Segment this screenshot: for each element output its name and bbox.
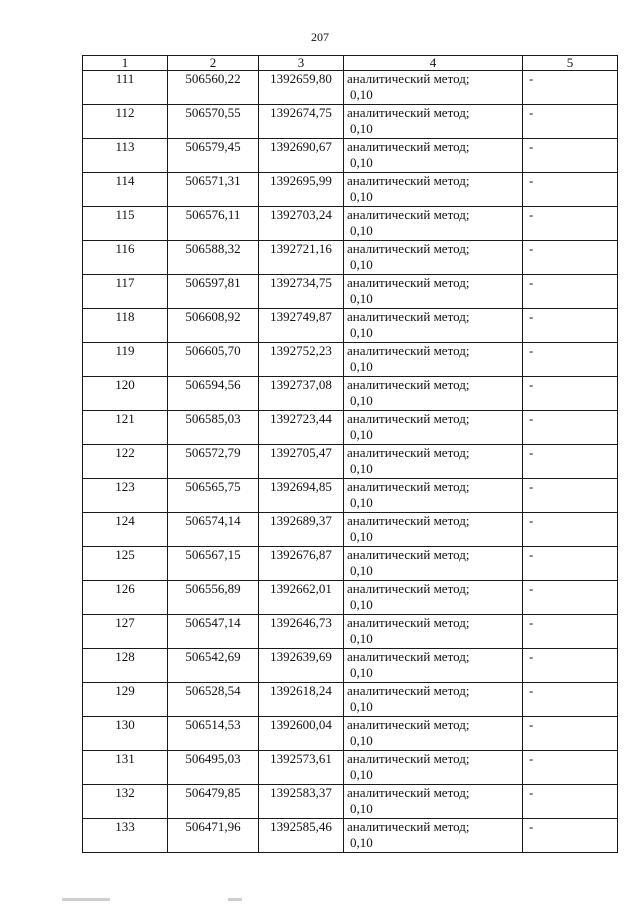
y-coordinate-cell: 1392749,87 (259, 309, 344, 343)
method-cell (344, 377, 523, 411)
table-row (83, 547, 618, 581)
point-number-cell: 111 (83, 71, 168, 105)
note-cell: - (523, 649, 618, 683)
x-coordinate-cell: 506571,31 (168, 173, 259, 207)
point-number-cell: 127 (83, 615, 168, 649)
column-header-3: 3 (259, 56, 344, 71)
method-cell (344, 241, 523, 275)
precision-text: 0,10 (350, 699, 373, 714)
x-coordinate-cell: 506556,89 (168, 581, 259, 615)
y-coordinate-cell: 1392585,46 (259, 819, 344, 853)
table-row (83, 513, 618, 547)
precision-text: 0,10 (350, 563, 373, 578)
point-number-cell: 122 (83, 445, 168, 479)
point-number-cell: 123 (83, 479, 168, 513)
footer-mark-left (62, 898, 110, 901)
method-cell (344, 275, 523, 309)
point-number-cell: 130 (83, 717, 168, 751)
table-row (83, 615, 618, 649)
note-cell: - (523, 445, 618, 479)
note-cell: - (523, 581, 618, 615)
table-row (83, 581, 618, 615)
method-cell (344, 105, 523, 139)
x-coordinate-cell: 506594,56 (168, 377, 259, 411)
x-coordinate-cell: 506495,03 (168, 751, 259, 785)
x-coordinate-cell: 506572,79 (168, 445, 259, 479)
point-number-cell: 128 (83, 649, 168, 683)
precision-text: 0,10 (350, 189, 373, 204)
table-row (83, 207, 618, 241)
method-text: аналитический метод; (347, 683, 470, 698)
column-header-4: 4 (344, 56, 523, 71)
y-coordinate-cell: 1392734,75 (259, 275, 344, 309)
note-cell: - (523, 615, 618, 649)
precision-text: 0,10 (350, 835, 373, 850)
x-coordinate-cell: 506560,22 (168, 71, 259, 105)
method-cell (344, 479, 523, 513)
note-cell: - (523, 173, 618, 207)
note-cell: - (523, 513, 618, 547)
coordinates-table (82, 55, 618, 853)
x-coordinate-cell: 506471,96 (168, 819, 259, 853)
method-text: аналитический метод; (347, 309, 470, 324)
y-coordinate-cell: 1392583,37 (259, 785, 344, 819)
method-cell (344, 581, 523, 615)
point-number-cell: 114 (83, 173, 168, 207)
method-text: аналитический метод; (347, 751, 470, 766)
precision-text: 0,10 (350, 495, 373, 510)
table-row (83, 377, 618, 411)
method-cell (344, 649, 523, 683)
table-row (83, 785, 618, 819)
method-text: аналитический метод; (347, 241, 470, 256)
y-coordinate-cell: 1392737,08 (259, 377, 344, 411)
x-coordinate-cell: 506567,15 (168, 547, 259, 581)
point-number-cell: 120 (83, 377, 168, 411)
precision-text: 0,10 (350, 223, 373, 238)
x-coordinate-cell: 506608,92 (168, 309, 259, 343)
method-text: аналитический метод; (347, 581, 470, 596)
point-number-cell: 132 (83, 785, 168, 819)
point-number-cell: 113 (83, 139, 168, 173)
method-cell (344, 683, 523, 717)
column-header-2: 2 (168, 56, 259, 71)
method-cell (344, 751, 523, 785)
method-text: аналитический метод; (347, 819, 470, 834)
method-text: аналитический метод; (347, 377, 470, 392)
table-row (83, 751, 618, 785)
method-cell (344, 445, 523, 479)
method-cell (344, 309, 523, 343)
precision-text: 0,10 (350, 87, 373, 102)
note-cell: - (523, 309, 618, 343)
point-number-cell: 116 (83, 241, 168, 275)
method-cell (344, 717, 523, 751)
table-row (83, 683, 618, 717)
method-cell (344, 139, 523, 173)
point-number-cell: 124 (83, 513, 168, 547)
note-cell: - (523, 547, 618, 581)
table-row (83, 819, 618, 853)
point-number-cell: 112 (83, 105, 168, 139)
note-cell: - (523, 275, 618, 309)
x-coordinate-cell: 506479,85 (168, 785, 259, 819)
table-row (83, 105, 618, 139)
x-coordinate-cell: 506574,14 (168, 513, 259, 547)
point-number-cell: 118 (83, 309, 168, 343)
column-header-5: 5 (523, 56, 618, 71)
y-coordinate-cell: 1392662,01 (259, 581, 344, 615)
precision-text: 0,10 (350, 733, 373, 748)
point-number-cell: 125 (83, 547, 168, 581)
note-cell: - (523, 241, 618, 275)
y-coordinate-cell: 1392618,24 (259, 683, 344, 717)
precision-text: 0,10 (350, 801, 373, 816)
y-coordinate-cell: 1392676,87 (259, 547, 344, 581)
x-coordinate-cell: 506547,14 (168, 615, 259, 649)
table-header (83, 56, 618, 71)
note-cell: - (523, 71, 618, 105)
x-coordinate-cell: 506588,32 (168, 241, 259, 275)
x-coordinate-cell: 506570,55 (168, 105, 259, 139)
point-number-cell: 126 (83, 581, 168, 615)
note-cell: - (523, 717, 618, 751)
method-text: аналитический метод; (347, 343, 470, 358)
table-row (83, 445, 618, 479)
table-body (83, 71, 618, 853)
note-cell: - (523, 411, 618, 445)
x-coordinate-cell: 506565,75 (168, 479, 259, 513)
method-text: аналитический метод; (347, 479, 470, 494)
note-cell: - (523, 683, 618, 717)
method-text: аналитический метод; (347, 445, 470, 460)
y-coordinate-cell: 1392694,85 (259, 479, 344, 513)
method-cell (344, 173, 523, 207)
note-cell: - (523, 105, 618, 139)
point-number-cell: 115 (83, 207, 168, 241)
point-number-cell: 119 (83, 343, 168, 377)
table-row (83, 411, 618, 445)
y-coordinate-cell: 1392674,75 (259, 105, 344, 139)
precision-text: 0,10 (350, 597, 373, 612)
method-cell (344, 71, 523, 105)
x-coordinate-cell: 506605,70 (168, 343, 259, 377)
x-coordinate-cell: 506528,54 (168, 683, 259, 717)
precision-text: 0,10 (350, 257, 373, 272)
method-text: аналитический метод; (347, 139, 470, 154)
y-coordinate-cell: 1392703,24 (259, 207, 344, 241)
precision-text: 0,10 (350, 359, 373, 374)
table-row (83, 649, 618, 683)
header-row (83, 56, 618, 71)
precision-text: 0,10 (350, 767, 373, 782)
column-header-1: 1 (83, 56, 168, 71)
precision-text: 0,10 (350, 529, 373, 544)
precision-text: 0,10 (350, 461, 373, 476)
x-coordinate-cell: 506585,03 (168, 411, 259, 445)
method-text: аналитический метод; (347, 105, 470, 120)
note-cell: - (523, 785, 618, 819)
y-coordinate-cell: 1392600,04 (259, 717, 344, 751)
precision-text: 0,10 (350, 393, 373, 408)
point-number-cell: 129 (83, 683, 168, 717)
method-text: аналитический метод; (347, 513, 470, 528)
table-row (83, 71, 618, 105)
precision-text: 0,10 (350, 631, 373, 646)
method-text: аналитический метод; (347, 615, 470, 630)
method-cell (344, 343, 523, 377)
table-row (83, 275, 618, 309)
note-cell: - (523, 139, 618, 173)
method-text: аналитический метод; (347, 649, 470, 664)
x-coordinate-cell: 506579,45 (168, 139, 259, 173)
footer-mark-center (228, 898, 242, 901)
precision-text: 0,10 (350, 665, 373, 680)
y-coordinate-cell: 1392705,47 (259, 445, 344, 479)
note-cell: - (523, 819, 618, 853)
method-cell (344, 785, 523, 819)
method-text: аналитический метод; (347, 717, 470, 732)
y-coordinate-cell: 1392573,61 (259, 751, 344, 785)
y-coordinate-cell: 1392646,73 (259, 615, 344, 649)
method-cell (344, 819, 523, 853)
precision-text: 0,10 (350, 427, 373, 442)
table-row (83, 309, 618, 343)
table-row (83, 717, 618, 751)
point-number-cell: 133 (83, 819, 168, 853)
method-text: аналитический метод; (347, 71, 470, 86)
method-cell (344, 411, 523, 445)
y-coordinate-cell: 1392721,16 (259, 241, 344, 275)
note-cell: - (523, 479, 618, 513)
table-row (83, 343, 618, 377)
method-cell (344, 513, 523, 547)
point-number-cell: 117 (83, 275, 168, 309)
y-coordinate-cell: 1392690,67 (259, 139, 344, 173)
y-coordinate-cell: 1392659,80 (259, 71, 344, 105)
note-cell: - (523, 751, 618, 785)
page-number: 207 (311, 30, 329, 44)
point-number-cell: 131 (83, 751, 168, 785)
method-text: аналитический метод; (347, 785, 470, 800)
method-text: аналитический метод; (347, 547, 470, 562)
table-row (83, 479, 618, 513)
x-coordinate-cell: 506542,69 (168, 649, 259, 683)
table-row (83, 139, 618, 173)
method-cell (344, 615, 523, 649)
table-row (83, 241, 618, 275)
method-text: аналитический метод; (347, 207, 470, 222)
x-coordinate-cell: 506597,81 (168, 275, 259, 309)
x-coordinate-cell: 506514,53 (168, 717, 259, 751)
y-coordinate-cell: 1392752,23 (259, 343, 344, 377)
precision-text: 0,10 (350, 155, 373, 170)
table-row (83, 173, 618, 207)
y-coordinate-cell: 1392639,69 (259, 649, 344, 683)
precision-text: 0,10 (350, 325, 373, 340)
note-cell: - (523, 343, 618, 377)
method-text: аналитический метод; (347, 173, 470, 188)
method-text: аналитический метод; (347, 275, 470, 290)
y-coordinate-cell: 1392723,44 (259, 411, 344, 445)
point-number-cell: 121 (83, 411, 168, 445)
method-cell (344, 207, 523, 241)
note-cell: - (523, 377, 618, 411)
y-coordinate-cell: 1392689,37 (259, 513, 344, 547)
method-cell (344, 547, 523, 581)
method-text: аналитический метод; (347, 411, 470, 426)
precision-text: 0,10 (350, 291, 373, 306)
precision-text: 0,10 (350, 121, 373, 136)
y-coordinate-cell: 1392695,99 (259, 173, 344, 207)
x-coordinate-cell: 506576,11 (168, 207, 259, 241)
note-cell: - (523, 207, 618, 241)
